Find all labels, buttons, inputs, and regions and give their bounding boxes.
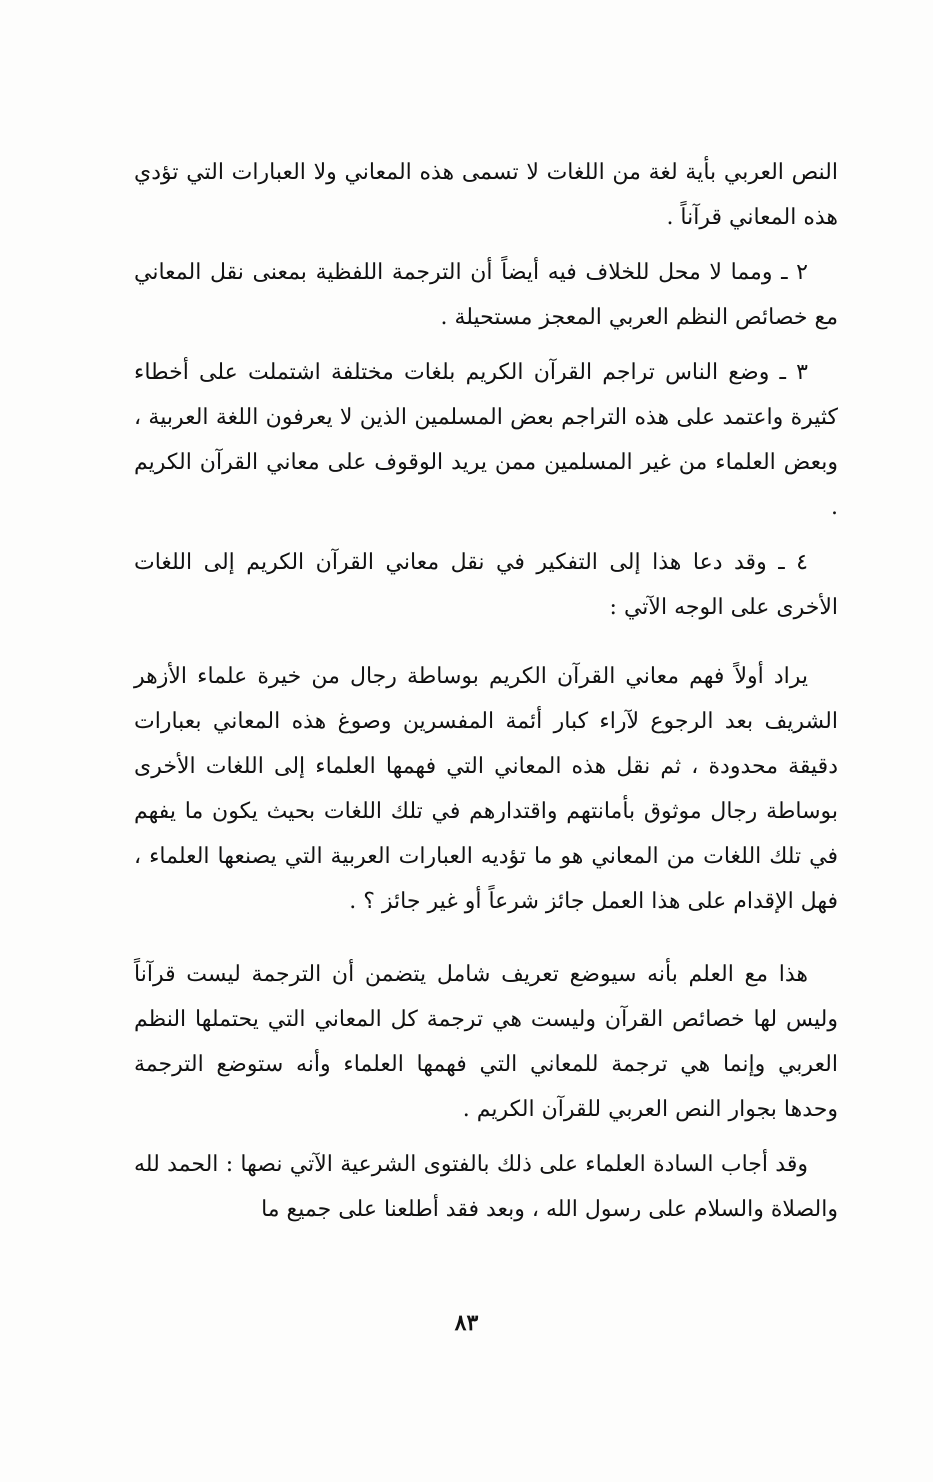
- paragraph-gap: [134, 530, 838, 540]
- paragraph-gap: [134, 340, 838, 350]
- body-text: [134, 150, 838, 1232]
- page-number: ٨٣: [454, 1310, 479, 1336]
- paragraph-continuation: النص العربي بأية لغة من اللغات لا تسمى هذه المعاني ولا العبارات التي تؤدي هذه المعاني قرآناً .: [134, 160, 838, 230]
- paragraph-gap: [134, 630, 838, 654]
- paragraph-question: يراد أولاً فهم معاني القرآن الكريم بوساطة رجال من خيرة علماء الأزهر الشريف بعد الرجوع لآراء كبار أئمة المفسرين وصوغ هذه المعاني بعبارات دقيقة محدودة ، ثم نقل هذه المعاني التي فهمها العلماء إلى اللغات الأخرى بوساطة رجال موثوق بأمانتهم واقتدارهم في تلك اللغات بحيث يكون ما يفهم في تلك اللغات من المعاني هو ما تؤديه العبارات العربية التي يصنعها العلماء ، فهل الإقدام على هذا العمل جائز شرعاً أو غير جائز ؟ .: [134, 664, 838, 914]
- paragraph-gap: [134, 1132, 838, 1142]
- paragraph-gap: [134, 240, 838, 250]
- paragraph-item-4: ٤ ـ وقد دعا هذا إلى التفكير في نقل معاني القرآن الكريم إلى اللغات الأخرى على الوجه الآتي :: [134, 550, 838, 620]
- paragraph-gap: [134, 924, 838, 952]
- paragraph-fatwa: وقد أجاب السادة العلماء على ذلك بالفتوى الشرعية الآتي نصها : الحمد لله والصلاة والسلام على رسول الله ، وبعد فقد أطلعنا على جميع ما: [134, 1152, 838, 1222]
- paragraph-item-3: ٣ ـ وضع الناس تراجم القرآن الكريم بلغات مختلفة اشتملت على أخطاء كثيرة واعتمد على هذه التراجم بعض المسلمين الذين لا يعرفون اللغة العربية ، وبعض العلماء من غير المسلمين ممن يريد الوقوف على معاني القرآن الكريم .: [134, 360, 838, 520]
- paragraph-item-2: ٢ ـ ومما لا محل للخلاف فيه أيضاً أن الترجمة اللفظية بمعنى نقل المعاني مع خصائص النظم العربي المعجز مستحيلة .: [134, 260, 838, 330]
- paragraph-note: هذا مع العلم بأنه سيوضع تعريف شامل يتضمن أن الترجمة ليست قرآناً وليس لها خصائص القرآن وليست هي ترجمة كل المعاني التي يحتملها النظم العربي وإنما هي ترجمة للمعاني التي فهمها العلماء وأنه ستوضع الترجمة وحدها بجوار النص العربي للقرآن الكريم .: [134, 962, 838, 1122]
